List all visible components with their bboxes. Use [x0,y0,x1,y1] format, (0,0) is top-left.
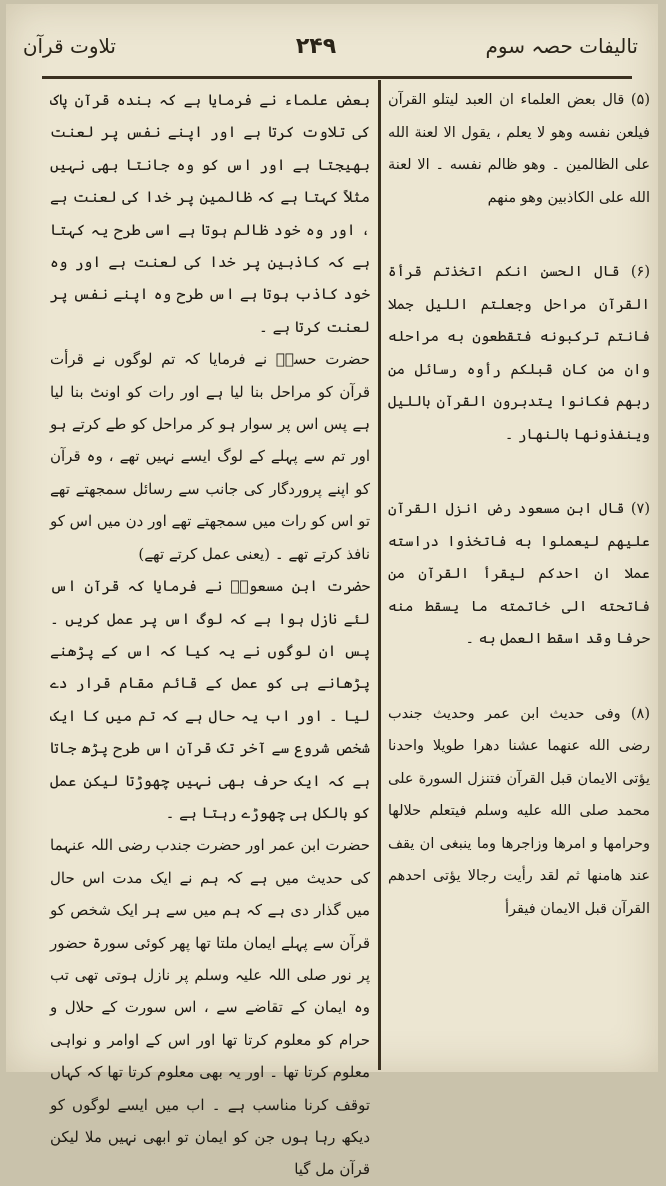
column-divider [378,80,381,1070]
header-divider [42,76,632,79]
arabic-column [388,84,650,925]
book-page [6,4,658,1179]
header-chapter-title: تلاوت قرآن [22,34,116,58]
urdu-paragraph-3: حضرت ابن مسعودؓ نے فرمایا کہ قرآن اس لئے نازل ہوا ہے کہ لوگ اس پر عمل کریں ۔ پس ان لوگوں نے یہ کیا کہ اس کے پڑھنے پڑھانے ہی کو عمل کے قائم مقام قرار دے لیا ۔ اور اب یہ حال ہے کہ تم میں کا ایک شخص شروع سے آخر تک قرآن اس طرح پڑھ جاتا ہے کہ ایک حرف بھی نہیں چھوڑتا لیکن عمل کو بالکل ہی چھوڑے رہتا ہے ۔ [50,577,370,822]
page-number: ۲۴۹ [295,34,337,59]
arabic-paragraph-5: (۵) قال بعض العلماء ان العبد لیتلو القرآن فیلعن نفسه وهو لا یعلم ، یقول الا لعنة الله علی الظالمین ۔ وهو ظالم نفسه ۔ الا لعنة الله علی الکاذبین وهو منهم [388,92,650,206]
urdu-paragraph-1: بعض علماء نے فرمایا ہے کہ بندہ قرآن پاک کی تلاوت کرتا ہے اور اپنے نفس پر لعنت بھیجتا ہے اور اس کو وہ جانتا بھی نہیں مثلاً کہتا ہے کہ ظالمین پر خدا کی لعنت ہے ، اور وہ خود ظالم ہوتا ہے اسی طرح یہ کہتا ہے کہ کاذبین پر خدا کی لعنت ہے اور وہ خود کاذب ہوتا ہے اس طرح وہ اپنے نفس پر لعنت کرتا ہے ۔ [50,91,370,336]
arabic-paragraph-8: (۸) وفی حدیث ابن عمر وحدیث جندب رضی الله عنهما عشنا دهرا طویلا واحدنا یؤتی الایمان قبل القرآن فتنزل السورة علی محمد صلی الله علیه وسلم فیتعلم حلالها وحرامها و امرها وزاجرها وما ینبغی ان یقف عند هامنها ثم لقد رأیت رجالا یؤتی احدهم القرآن قبل الایمان فیقرأ [388,705,650,917]
page-header [6,4,658,74]
arabic-paragraph-7: (۷) قال ابن مسعود رض انزل القرآن علیهم لیعملوا به فاتخذوا دراسته عملا ان احدکم لیقرأ القرآن من فاتحته الی خاتمته ما یسقط منه حرفا وقد اسقط العمل به ۔ [388,501,650,647]
header-book-title: تالیفات حصہ سوم [485,34,638,58]
urdu-paragraph-2: حضرت حسنؓ نے فرمایا کہ تم لوگوں نے قرأت قرآن کو مراحل بنا لیا ہے اور رات کو اونٹ بنا لیا ہے پس اس پر سوار ہو کر مراحل کو طے کرتے ہو اور تم سے پہلے کے لوگ ایسے نہیں تھے ، وہ قرآن کو اپنے پروردگار کی جانب سے رسائل سمجھتے تھے تو اس کو رات میں سمجھتے تھے اور دن میں اس کو نافذ کرتے تھے ۔ (یعنی عمل کرتے تھے) [50,350,370,563]
urdu-paragraph-4: حضرت ابن عمر اور حضرت جندب رضی اللہ عنہما کی حدیث میں ہے کہ ہم نے ایک مدت اس حال میں گذار دی ہے کہ ہم میں سے ہر ایک شخص کو قرآن سے پہلے ایمان ملتا تھا پھر کوئی سورۃ حضور پر نور صلی اللہ علیہ وسلم پر نازل ہوتی تھی تب وہ ایمان کے تقاضے سے ، اس سورت کے حلال و حرام کو معلوم کرتا تھا اور اس کے اوامر و نواہی معلوم کرتا تھا ۔ اور یہ بھی معلوم کرتا تھا کہ کہاں توقف کرنا مناسب ہے ۔ اب میں ایسے لوگوں کو دیکھ رہا ہوں جن کو ایمان تو ابھی نہیں ملا لیکن قرآن مل گیا [50,836,370,1179]
urdu-column [50,84,370,1186]
arabic-paragraph-6: (۶) قال الحسن انکم اتخذتم قرأة القرآن مراحل وجعلتم اللیل جملا فانتم ترکبونه فتقطعون به مراحله وان من کان قبلکم رأوه رسائل من ربهم فکانوا یتدبرون القرآن باللیل وینفذونها بالنهار ۔ [388,264,650,443]
